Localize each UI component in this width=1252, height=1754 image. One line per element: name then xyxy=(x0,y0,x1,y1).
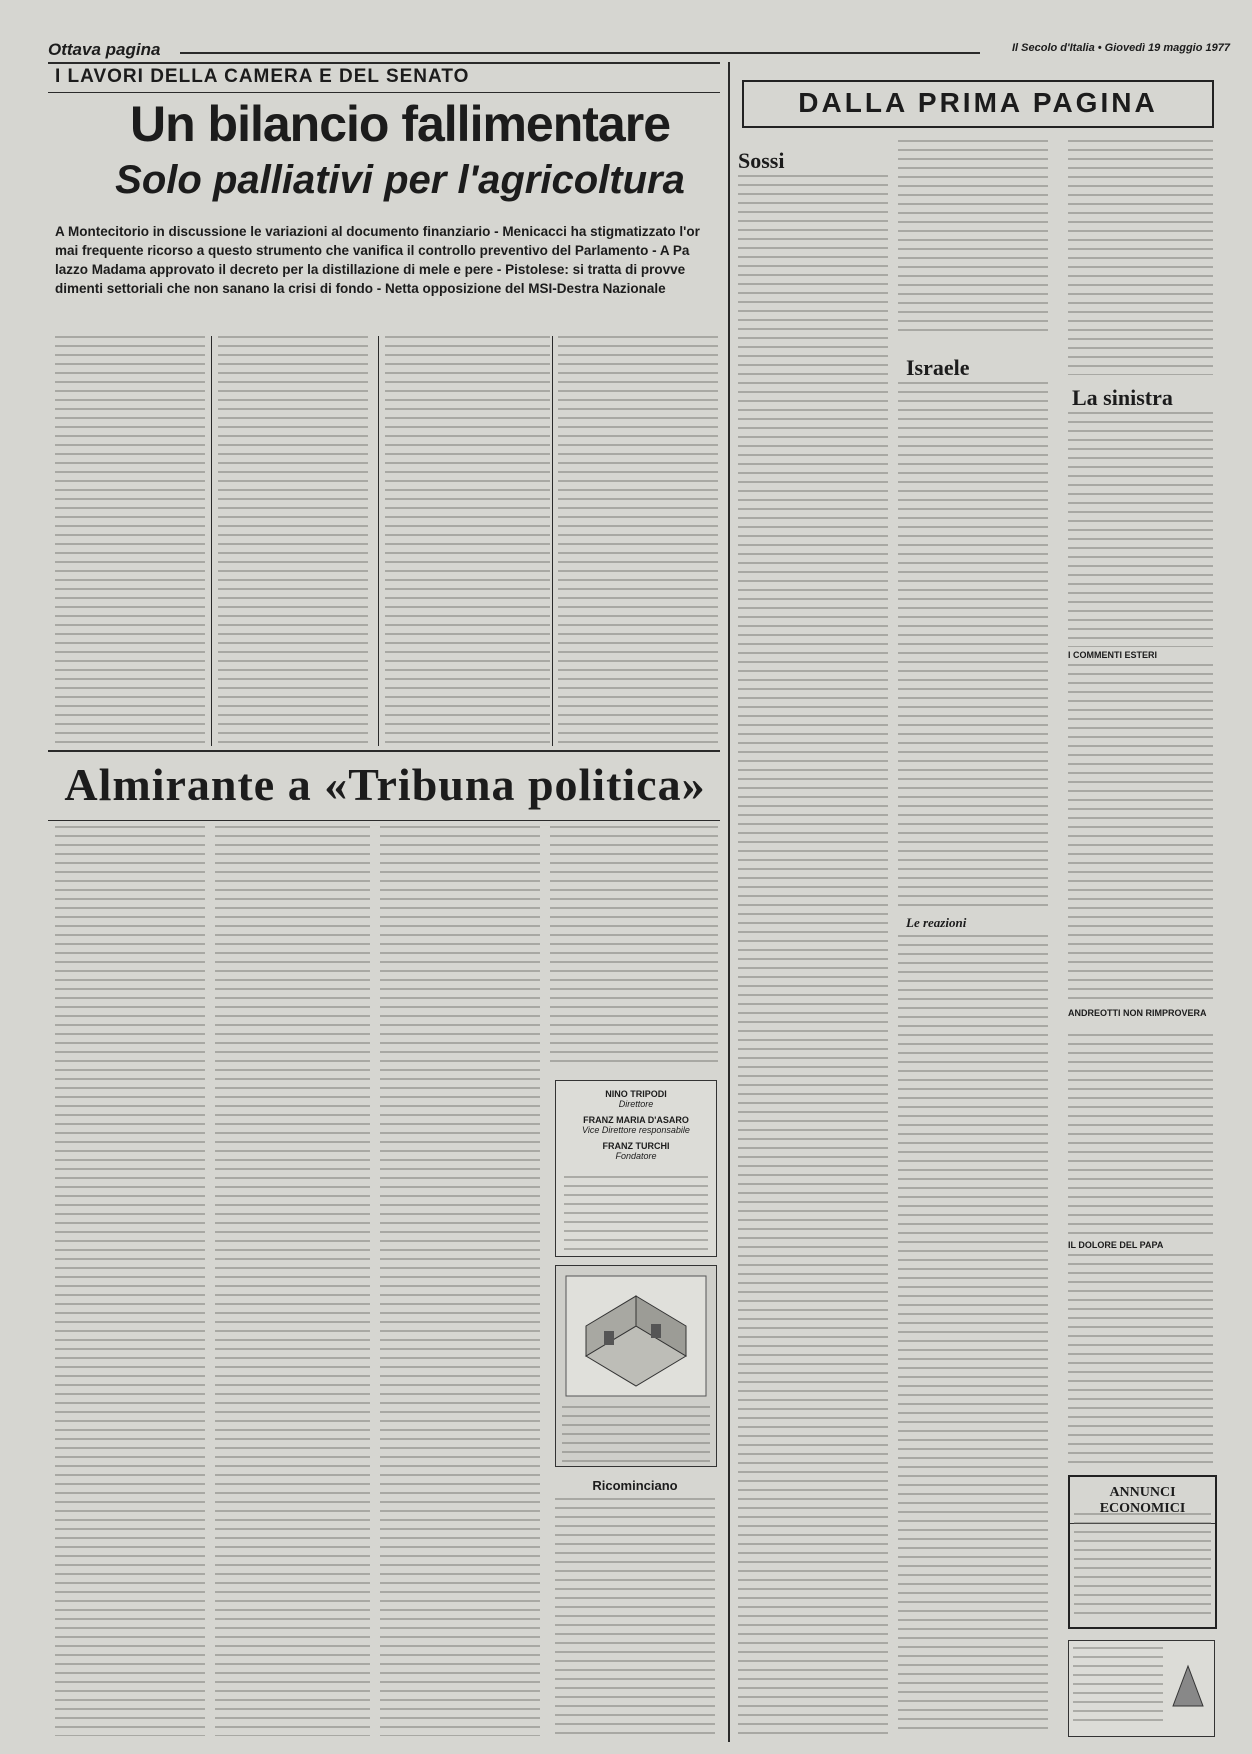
commenti-text xyxy=(1068,664,1213,1004)
subhead-andreotti: ANDREOTTI NON RIMPROVERA xyxy=(1068,1008,1207,1018)
bottom-ad xyxy=(1068,1640,1215,1737)
ad-text xyxy=(562,1406,710,1462)
masthead-date: Il Secolo d'Italia • Giovedì 19 maggio 1977 xyxy=(1012,42,1230,54)
andreotti-text xyxy=(1068,1034,1213,1234)
speech-col-3 xyxy=(380,826,540,1736)
ad-box xyxy=(555,1265,717,1467)
ricominciano-title: Ricominciano xyxy=(592,1478,678,1493)
kicker-rule xyxy=(48,92,720,93)
vice-role: Vice Direttore responsabile xyxy=(582,1125,690,1135)
col-sep-2 xyxy=(378,336,379,746)
bottom-ad-text xyxy=(1073,1647,1163,1727)
masthead-box xyxy=(555,1080,717,1257)
article-subtitle: Solo palliativi per l'agricoltura xyxy=(115,158,685,202)
colC-text-top xyxy=(1068,140,1213,375)
classifieds-title: ANNUNCI ECONOMICI xyxy=(1070,1477,1215,1524)
article-col-1 xyxy=(55,336,205,746)
subhead-papa: IL DOLORE DEL PAPA xyxy=(1068,1240,1164,1250)
founder-role: Fondatore xyxy=(615,1151,657,1161)
director-role: Direttore xyxy=(618,1099,654,1109)
article-title: Un bilancio fallimentare xyxy=(129,96,670,152)
speech-col-4a xyxy=(550,826,718,1066)
director-name: NINO TRIPODI xyxy=(605,1089,667,1099)
speech-col-1 xyxy=(55,826,205,1736)
col-sep-3 xyxy=(552,336,553,746)
sinistra-text xyxy=(1068,412,1213,647)
sossi-text xyxy=(738,175,888,1735)
colB-text-top xyxy=(898,140,1048,335)
article-col-2 xyxy=(218,336,368,746)
speech-title-rule xyxy=(48,820,720,821)
subhead-commenti: I COMMENTI ESTERI xyxy=(1068,650,1158,660)
masthead-fine-print xyxy=(564,1176,708,1251)
article-col-4 xyxy=(558,336,718,746)
classifieds-box xyxy=(1068,1475,1217,1629)
article-deck: A Montecitorio in discussione le variazioni al documento finanziario - Menicacci ha stigmatizzato l'or mai frequente ricorso a questo strumento che vanifica il controllo preventivo del Parlamento - A Pa lazzo Madama approvato il decreto per la distillazione di mele e pere - Pistolese: si tratta di provve dimenti settoriali che non sanano la crisi di fondo - Netta opposizione del MSI-Destra Nazionale xyxy=(55,224,700,296)
section-israele: Israele xyxy=(906,355,970,380)
subhead-reazioni: Le reazioni xyxy=(906,915,967,930)
banner-title: DALLA PRIMA PAGINA xyxy=(798,87,1158,118)
bottom-ad-icon xyxy=(1168,1661,1208,1711)
mid-rule xyxy=(48,750,720,752)
left-top-rule xyxy=(48,62,720,64)
ricominciano-text xyxy=(555,1498,715,1736)
house-illustration xyxy=(556,1266,716,1406)
speech-col-2 xyxy=(215,826,370,1736)
speech-title: Almirante a «Tribuna politica» xyxy=(64,759,706,810)
article-col-3 xyxy=(385,336,550,746)
vice-name: FRANZ MARIA D'ASARO xyxy=(583,1115,689,1125)
header-rule xyxy=(180,52,980,54)
section-sossi: Sossi xyxy=(738,148,785,173)
page-vertical-rule xyxy=(728,62,730,1742)
kicker: I LAVORI DELLA CAMERA E DEL SENATO xyxy=(55,66,470,87)
founder-name: FRANZ TURCHI xyxy=(602,1141,670,1151)
papa-text xyxy=(1068,1254,1213,1464)
col-sep-1 xyxy=(211,336,212,746)
israele-text xyxy=(898,382,1048,912)
section-sinistra: La sinistra xyxy=(1072,385,1173,410)
reazioni-text xyxy=(898,935,1048,1735)
classifieds-text xyxy=(1074,1513,1211,1621)
page-label: Ottava pagina xyxy=(48,40,161,59)
